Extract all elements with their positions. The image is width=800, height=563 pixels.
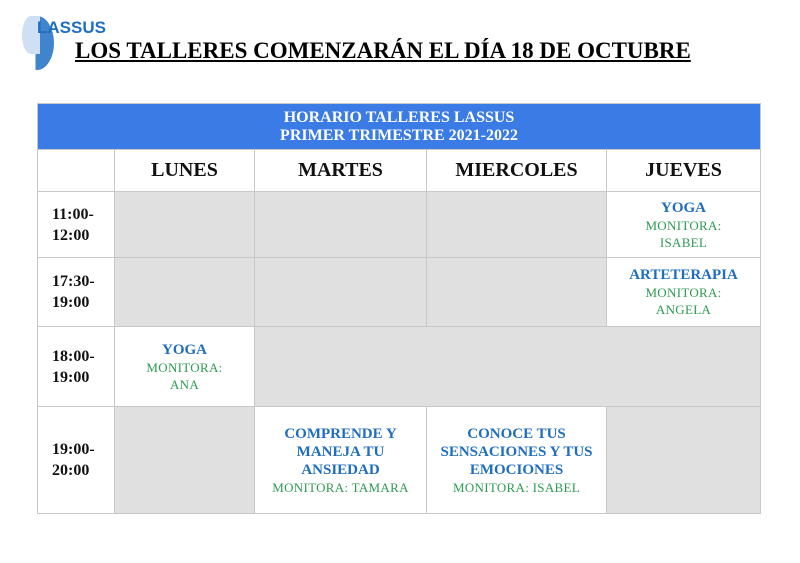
time-slot-1900 — [38, 407, 115, 514]
monitor-name: MONITORA: ISABEL — [453, 479, 580, 495]
cell-lunes-1900 — [115, 407, 255, 514]
time-end: 19:00 — [52, 368, 90, 386]
activity-title-line1: CONOCE TUS — [467, 425, 566, 442]
time-row-1730 — [38, 258, 761, 327]
activity-title-line1: COMPRENDE Y — [284, 425, 397, 442]
time-start: 17:30- — [52, 273, 95, 290]
time-slot-1730 — [38, 258, 115, 327]
time-start: 18:00- — [52, 347, 95, 365]
cell-miercoles-1100 — [427, 192, 607, 258]
schedule-title-line2: PRIMER TRIMESTRE 2021-2022 — [280, 126, 518, 144]
activity-title: YOGA — [162, 341, 207, 358]
time-slot-1800 — [38, 327, 115, 407]
monitor-name: ANGELA — [655, 302, 712, 317]
monitor-name: MONITORA: TAMARA — [272, 479, 409, 495]
logo-text: LASSUS — [37, 18, 106, 37]
cell-miercoles-1900 — [427, 407, 607, 514]
day-header-lunes: LUNES — [115, 150, 255, 192]
monitor-label: MONITORA: — [146, 359, 223, 375]
cell-lunes-1100 — [115, 192, 255, 258]
cell-lunes-1800 — [115, 327, 255, 407]
monitor-label: MONITORA: — [645, 285, 722, 300]
monitor-label: MONITORA: — [645, 217, 722, 233]
time-start: 11:00- — [52, 205, 94, 223]
time-end: 20:00 — [52, 462, 90, 479]
cell-lunes-1730 — [115, 258, 255, 327]
cell-martes-1900 — [255, 407, 427, 514]
page-headline: LOS TALLERES COMENZARÁN EL DÍA 18 DE OCTUBRE — [75, 38, 691, 63]
days-header-row — [38, 150, 761, 192]
time-row-1800 — [38, 327, 761, 407]
cell-martes-1100 — [255, 192, 427, 258]
day-header-miercoles: MIERCOLES — [427, 150, 607, 192]
activity-title-line2: SENSACIONES Y TUS — [440, 443, 593, 460]
activity-title: YOGA — [661, 199, 707, 216]
schedule-banner — [38, 104, 761, 150]
activity-title: ARTETERAPIA — [629, 267, 738, 283]
activity-title-line2: MANEJA TU — [296, 443, 385, 460]
cell-jueves-1100 — [607, 192, 761, 258]
time-slot-1100 — [38, 192, 115, 258]
cell-jueves-1900 — [607, 407, 761, 514]
corner-cell — [38, 150, 115, 192]
activity-title-line3: ANSIEDAD — [301, 461, 380, 478]
time-end: 19:00 — [52, 294, 90, 311]
time-row-1100 — [38, 192, 761, 258]
cell-martes-1730 — [255, 258, 427, 327]
schedule-title-line1: HORARIO TALLERES LASSUS — [283, 108, 515, 126]
time-row-1900 — [38, 407, 761, 514]
monitor-name: ANA — [169, 376, 200, 392]
time-end: 12:00 — [52, 226, 90, 244]
cell-miercoles-1730 — [427, 258, 607, 327]
cell-jueves-1730 — [607, 258, 761, 327]
day-header-martes: MARTES — [255, 150, 427, 192]
time-start: 19:00- — [52, 441, 95, 458]
day-header-jueves: JUEVES — [607, 150, 761, 192]
schedule-banner-row — [38, 104, 761, 150]
cell-martes-jueves-1800 — [255, 327, 761, 407]
schedule-table — [37, 103, 761, 514]
activity-title-line3: EMOCIONES — [469, 461, 564, 478]
monitor-name: ISABEL — [659, 234, 708, 250]
